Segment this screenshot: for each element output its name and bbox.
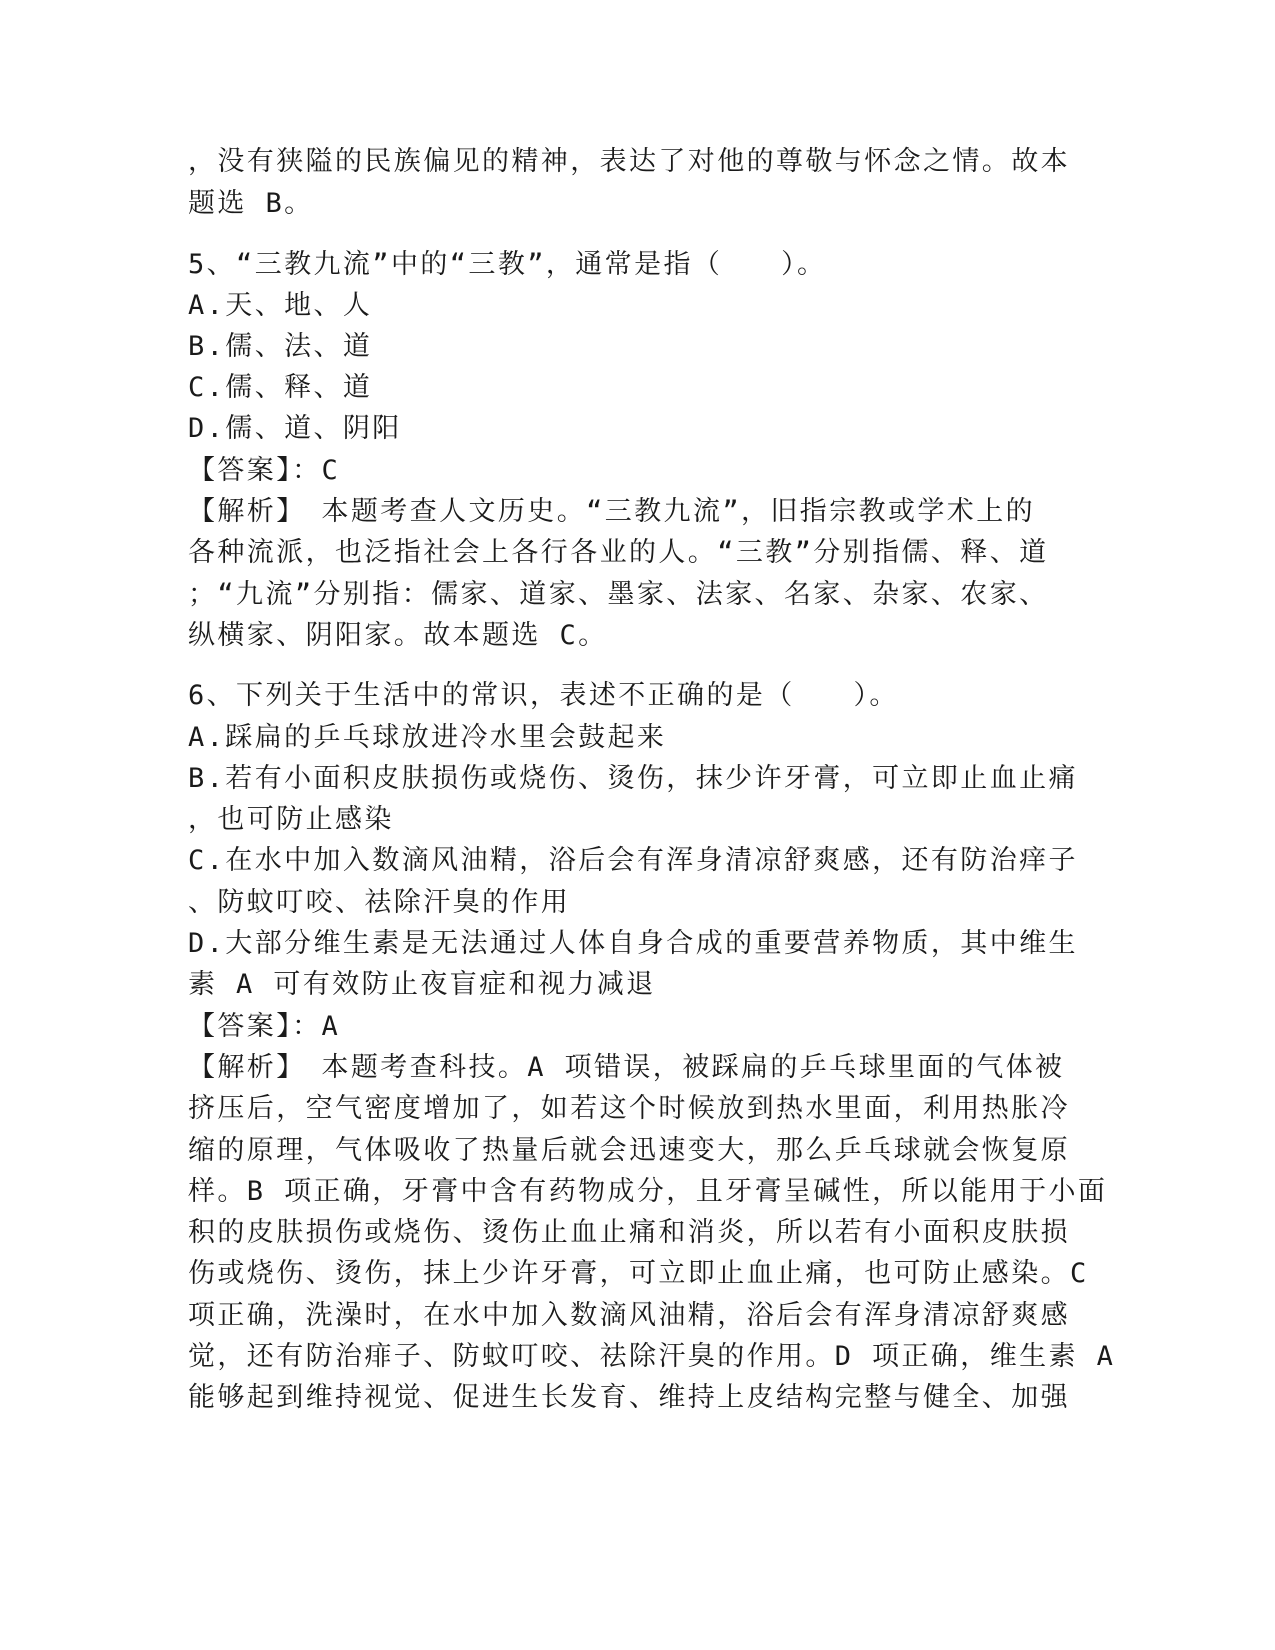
question-5-stem: 5、“三教九流”中的“三教”，通常是指（ ）。 [188, 249, 827, 280]
question-5-analysis: 【解析】 本题考查人文历史。“三教九流”，旧指宗教或学术上的 [188, 496, 1036, 527]
question-6-stem: 6、下列关于生活中的常识，表述不正确的是（ ）。 [188, 680, 899, 711]
question-6-answer: 【答案】：A [188, 1011, 341, 1042]
question-5-option-c: C.儒、释、道 [188, 372, 373, 403]
text-line: 伤或烧伤、烫伤，抹上少许牙膏，可立即止血止痛，也可防止感染。C [188, 1258, 1089, 1289]
question-6-option-c: C.在水中加入数滴风油精，浴后会有浑身清凉舒爽感，还有防治痒子 [188, 845, 1078, 876]
text-line: 、防蚊叮咬、祛除汗臭的作用 [188, 887, 571, 918]
text-line: ，没有狭隘的民族偏见的精神，表达了对他的尊敬与怀念之情。故本 [188, 146, 1070, 177]
text-line: ，也可防止感染 [188, 804, 394, 835]
text-line: 缩的原理，气体吸收了热量后就会迅速变大，那么乒乓球就会恢复原 [188, 1135, 1070, 1166]
question-5-option-a: A.天、地、人 [188, 290, 373, 321]
question-6-option-a: A.踩扁的乒乓球放进冷水里会鼓起来 [188, 722, 667, 753]
text-line: 挤压后，空气密度增加了，如若这个时候放到热水里面，利用热胀冷 [188, 1093, 1070, 1124]
text-line: 能够起到维持视觉、促进生长发育、维持上皮结构完整与健全、加强 [188, 1382, 1070, 1413]
text-line: 题选 B。 [188, 188, 314, 219]
text-line: 样。B 项正确，牙膏中含有药物成分，且牙膏呈碱性，所以能用于小面 [188, 1176, 1108, 1207]
text-line: ；“九流”分别指：儒家、道家、墨家、法家、名家、杂家、农家、 [188, 579, 1049, 610]
text-line: 纵横家、阴阳家。故本题选 C。 [188, 620, 608, 651]
question-5-option-b: B.儒、法、道 [188, 331, 373, 362]
text-line: 觉，还有防治痱子、防蚊叮咬、祛除汗臭的作用。D 项正确，维生素 A [188, 1341, 1116, 1372]
text-line: 积的皮肤损伤或烧伤、烫伤止血止痛和消炎，所以若有小面积皮肤损 [188, 1217, 1070, 1248]
text-line: 素 A 可有效防止夜盲症和视力减退 [188, 969, 656, 1000]
text-line: 项正确，洗澡时，在水中加入数滴风油精，浴后会有浑身清凉舒爽感 [188, 1300, 1070, 1331]
text-line: 各种流派，也泛指社会上各行各业的人。“三教”分别指儒、释、道 [188, 537, 1049, 568]
question-5-answer: 【答案】：C [188, 455, 341, 486]
question-6-analysis: 【解析】 本题考查科技。A 项错误，被踩扁的乒乓球里面的气体被 [188, 1052, 1065, 1083]
question-6-option-d: D.大部分维生素是无法通过人体自身合成的重要营养物质，其中维生 [188, 928, 1078, 959]
question-5-option-d: D.儒、道、阴阳 [188, 413, 402, 444]
question-6-option-b: B.若有小面积皮肤损伤或烧伤、烫伤，抹少许牙膏，可立即止血止痛 [188, 763, 1078, 794]
